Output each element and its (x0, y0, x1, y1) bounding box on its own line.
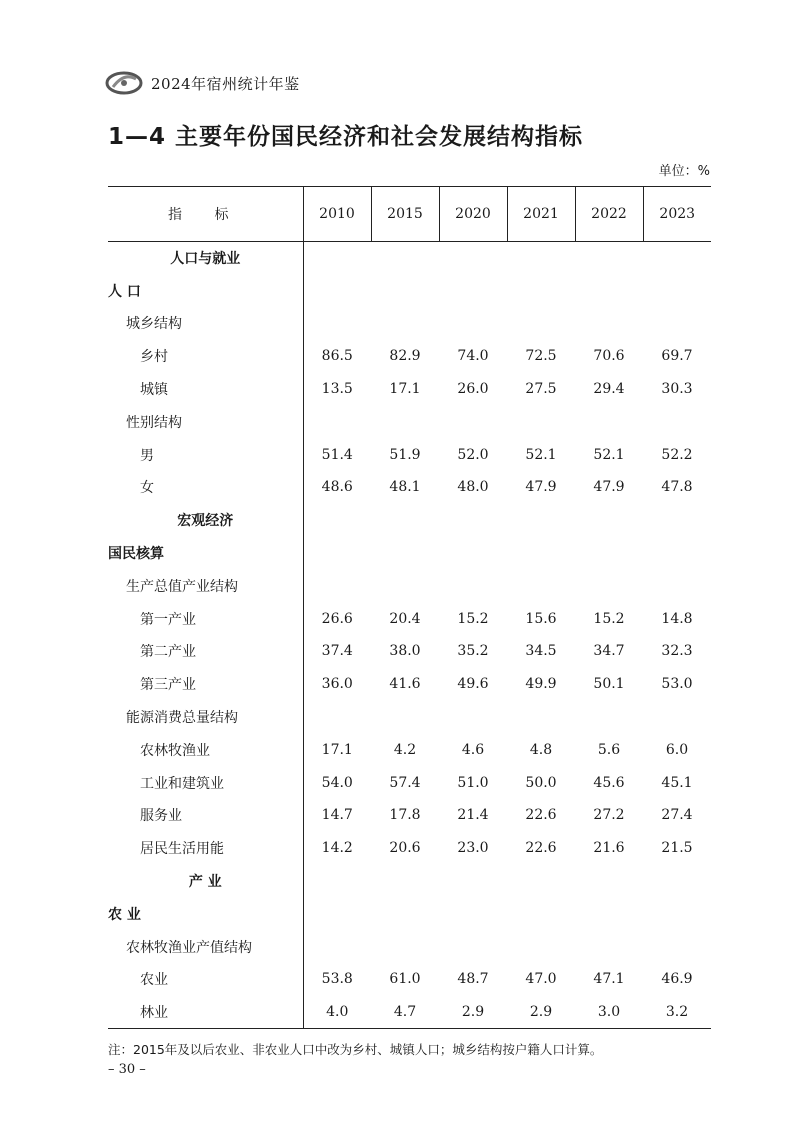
value-cell (643, 930, 711, 963)
table-body (108, 242, 711, 1029)
value-cell: 22.6 (525, 807, 557, 824)
value-cell (439, 701, 507, 734)
value-cell (507, 405, 575, 438)
value-cell (507, 274, 575, 307)
indicator-table (108, 186, 711, 1029)
table-row (108, 307, 711, 340)
value-cell: 46.9 (661, 971, 693, 988)
year-column-header: 2023 (643, 187, 711, 242)
value-cell (371, 537, 439, 570)
row-label: 国民核算 (108, 537, 303, 570)
value-cell: 4.7 (371, 996, 439, 1029)
value-cell: 48.7 (457, 971, 489, 988)
value-cell: 48.6 (321, 479, 353, 496)
value-cell: 61.0 (389, 971, 421, 988)
section-heading: 人口与就业 (108, 242, 303, 275)
value-cell: 52.1 (593, 446, 625, 463)
value-cell (643, 569, 711, 602)
table-row (108, 438, 711, 471)
row-label: 林业 (108, 996, 303, 1029)
table-row (108, 504, 711, 537)
value-cell (507, 897, 575, 930)
value-cell (507, 701, 575, 734)
row-label: 第二产业 (108, 635, 303, 668)
value-cell: 48.1 (389, 479, 421, 496)
value-cell: 4.6 (461, 741, 485, 758)
value-cell: 22.6 (525, 840, 557, 857)
value-cell: 17.1 (389, 381, 421, 398)
value-cell (439, 307, 507, 340)
value-cell (643, 897, 711, 930)
row-label: 城镇 (108, 373, 303, 406)
table-row (108, 996, 711, 1029)
value-cell (303, 897, 371, 930)
value-cell: 49.6 (457, 676, 489, 693)
value-cell: 82.9 (389, 348, 421, 365)
row-label: 农林牧渔业 (108, 733, 303, 766)
value-cell (575, 405, 643, 438)
value-cell: 53.8 (321, 971, 353, 988)
table-row (108, 897, 711, 930)
table-row (108, 340, 711, 373)
value-cell: 17.1 (321, 741, 353, 758)
page-number: – 30 – (108, 1062, 146, 1077)
year-column-header: 2015 (371, 187, 439, 242)
value-cell (371, 930, 439, 963)
row-label: 服务业 (108, 799, 303, 832)
table-row (108, 799, 711, 832)
value-cell (643, 537, 711, 570)
value-cell (575, 242, 643, 275)
value-cell: 52.2 (661, 446, 693, 463)
value-cell: 47.9 (525, 479, 557, 496)
value-cell: 3.0 (575, 996, 643, 1029)
value-cell: 2.9 (507, 996, 575, 1029)
value-cell: 50.0 (525, 774, 557, 791)
table-row (108, 373, 711, 406)
value-cell: 47.8 (661, 479, 693, 496)
value-cell (439, 274, 507, 307)
value-cell (439, 569, 507, 602)
value-cell (507, 504, 575, 537)
footnote: 注：2015年及以后农业、非农业人口中改为乡村、城镇人口；城乡结构按户籍人口计算。 (108, 1042, 603, 1057)
value-cell: 17.8 (389, 807, 421, 824)
row-label: 女 (108, 471, 303, 504)
value-cell: 57.4 (389, 774, 421, 791)
value-cell (507, 865, 575, 898)
year-column-header: 2010 (303, 187, 371, 242)
value-cell: 15.2 (457, 610, 489, 627)
table-row (108, 569, 711, 602)
value-cell (439, 930, 507, 963)
value-cell: 38.0 (389, 643, 421, 660)
value-cell: 27.4 (661, 807, 693, 824)
table-row (108, 602, 711, 635)
value-cell (371, 504, 439, 537)
running-header (105, 68, 300, 98)
value-cell: 34.5 (525, 643, 557, 660)
value-cell: 14.7 (321, 807, 353, 824)
value-cell (643, 701, 711, 734)
table-row (108, 537, 711, 570)
value-cell: 47.0 (525, 971, 557, 988)
row-label: 男 (108, 438, 303, 471)
table-row (108, 701, 711, 734)
value-cell (507, 930, 575, 963)
value-cell: 69.7 (661, 348, 693, 365)
value-cell: 37.4 (321, 643, 353, 660)
table-row (108, 405, 711, 438)
value-cell (371, 242, 439, 275)
unit-label: 单位：% (658, 164, 710, 179)
value-cell: 86.5 (321, 348, 353, 365)
value-cell (643, 865, 711, 898)
value-cell (371, 865, 439, 898)
row-label: 生产总值产业结构 (108, 569, 303, 602)
value-cell: 26.6 (321, 610, 353, 627)
value-cell: 15.6 (525, 610, 557, 627)
value-cell: 51.4 (321, 446, 353, 463)
value-cell (575, 569, 643, 602)
value-cell: 29.4 (593, 381, 625, 398)
value-cell: 4.8 (529, 741, 553, 758)
value-cell: 4.0 (303, 996, 371, 1029)
value-cell: 2.9 (439, 996, 507, 1029)
value-cell (507, 242, 575, 275)
value-cell (371, 569, 439, 602)
value-cell: 5.6 (597, 741, 621, 758)
value-cell: 41.6 (389, 676, 421, 693)
value-cell (303, 701, 371, 734)
value-cell: 52.1 (525, 446, 557, 463)
value-cell (303, 569, 371, 602)
value-cell (575, 701, 643, 734)
table-row (108, 766, 711, 799)
value-cell: 47.1 (593, 971, 625, 988)
table-row (108, 471, 711, 504)
value-cell (439, 537, 507, 570)
value-cell: 49.9 (525, 676, 557, 693)
value-cell: 54.0 (321, 774, 353, 791)
table-row (108, 242, 711, 275)
table-row (108, 733, 711, 766)
page-title: 1—4 主要年份国民经济和社会发展结构指标 (108, 124, 584, 150)
value-cell: 48.0 (457, 479, 489, 496)
value-cell (507, 307, 575, 340)
value-cell: 70.6 (593, 348, 625, 365)
value-cell (439, 865, 507, 898)
value-cell: 34.7 (593, 643, 625, 660)
value-cell (575, 274, 643, 307)
value-cell: 6.0 (665, 741, 689, 758)
value-cell (643, 504, 711, 537)
value-cell (575, 930, 643, 963)
row-label: 工业和建筑业 (108, 766, 303, 799)
value-cell: 13.5 (321, 381, 353, 398)
value-cell: 14.8 (661, 610, 693, 627)
section-heading: 宏观经济 (108, 504, 303, 537)
table-row (108, 865, 711, 898)
table-row (108, 274, 711, 307)
value-cell (575, 307, 643, 340)
row-label: 第三产业 (108, 668, 303, 701)
value-cell: 47.9 (593, 479, 625, 496)
table-row (108, 668, 711, 701)
value-cell: 14.2 (321, 840, 353, 857)
row-label: 城乡结构 (108, 307, 303, 340)
value-cell: 20.6 (389, 840, 421, 857)
value-cell: 21.4 (457, 807, 489, 824)
value-cell (371, 307, 439, 340)
value-cell (303, 405, 371, 438)
table-row (108, 635, 711, 668)
value-cell: 4.2 (393, 741, 417, 758)
book-title: 2024年宿州统计年鉴 (151, 74, 300, 93)
value-cell: 21.5 (661, 840, 693, 857)
value-cell (575, 897, 643, 930)
row-label: 居民生活用能 (108, 832, 303, 865)
value-cell (303, 537, 371, 570)
indicator-table-container (108, 186, 711, 1029)
value-cell (643, 405, 711, 438)
value-cell: 72.5 (525, 348, 557, 365)
value-cell: 27.2 (593, 807, 625, 824)
row-label: 能源消费总量结构 (108, 701, 303, 734)
value-cell (439, 242, 507, 275)
value-cell (371, 701, 439, 734)
value-cell: 20.4 (389, 610, 421, 627)
table-row (108, 930, 711, 963)
section-heading: 产 业 (108, 865, 303, 898)
value-cell (371, 405, 439, 438)
value-cell (507, 537, 575, 570)
row-label: 农 业 (108, 897, 303, 930)
row-label: 第一产业 (108, 602, 303, 635)
row-label: 农林牧渔业产值结构 (108, 930, 303, 963)
value-cell (439, 897, 507, 930)
value-cell: 52.0 (457, 446, 489, 463)
value-cell (439, 405, 507, 438)
table-row (108, 832, 711, 865)
value-cell (303, 930, 371, 963)
row-label: 人 口 (108, 274, 303, 307)
value-cell (575, 504, 643, 537)
value-cell (643, 307, 711, 340)
value-cell: 74.0 (457, 348, 489, 365)
value-cell: 50.1 (593, 676, 625, 693)
indicator-column-header: 指 标 (108, 187, 303, 242)
table-row (108, 963, 711, 996)
value-cell: 51.0 (457, 774, 489, 791)
value-cell (439, 504, 507, 537)
value-cell: 26.0 (457, 381, 489, 398)
value-cell: 30.3 (661, 381, 693, 398)
value-cell (643, 274, 711, 307)
year-column-header: 2020 (439, 187, 507, 242)
value-cell: 15.2 (593, 610, 625, 627)
value-cell (575, 537, 643, 570)
value-cell (303, 504, 371, 537)
value-cell (507, 569, 575, 602)
value-cell (575, 865, 643, 898)
value-cell (371, 274, 439, 307)
yearbook-logo-icon (105, 70, 143, 96)
row-label: 性别结构 (108, 405, 303, 438)
year-column-header: 2022 (575, 187, 643, 242)
value-cell: 23.0 (457, 840, 489, 857)
value-cell (303, 274, 371, 307)
value-cell (643, 242, 711, 275)
value-cell: 36.0 (321, 676, 353, 693)
value-cell: 32.3 (661, 643, 693, 660)
value-cell: 53.0 (661, 676, 693, 693)
value-cell (303, 865, 371, 898)
year-column-header: 2021 (507, 187, 575, 242)
value-cell (303, 307, 371, 340)
value-cell: 27.5 (525, 381, 557, 398)
value-cell: 3.2 (643, 996, 711, 1029)
value-cell: 45.6 (593, 774, 625, 791)
value-cell: 21.6 (593, 840, 625, 857)
row-label: 农业 (108, 963, 303, 996)
value-cell: 51.9 (389, 446, 421, 463)
value-cell (371, 897, 439, 930)
value-cell: 35.2 (457, 643, 489, 660)
row-label: 乡村 (108, 340, 303, 373)
value-cell (303, 242, 371, 275)
value-cell: 45.1 (661, 774, 693, 791)
table-header-row (108, 187, 711, 242)
